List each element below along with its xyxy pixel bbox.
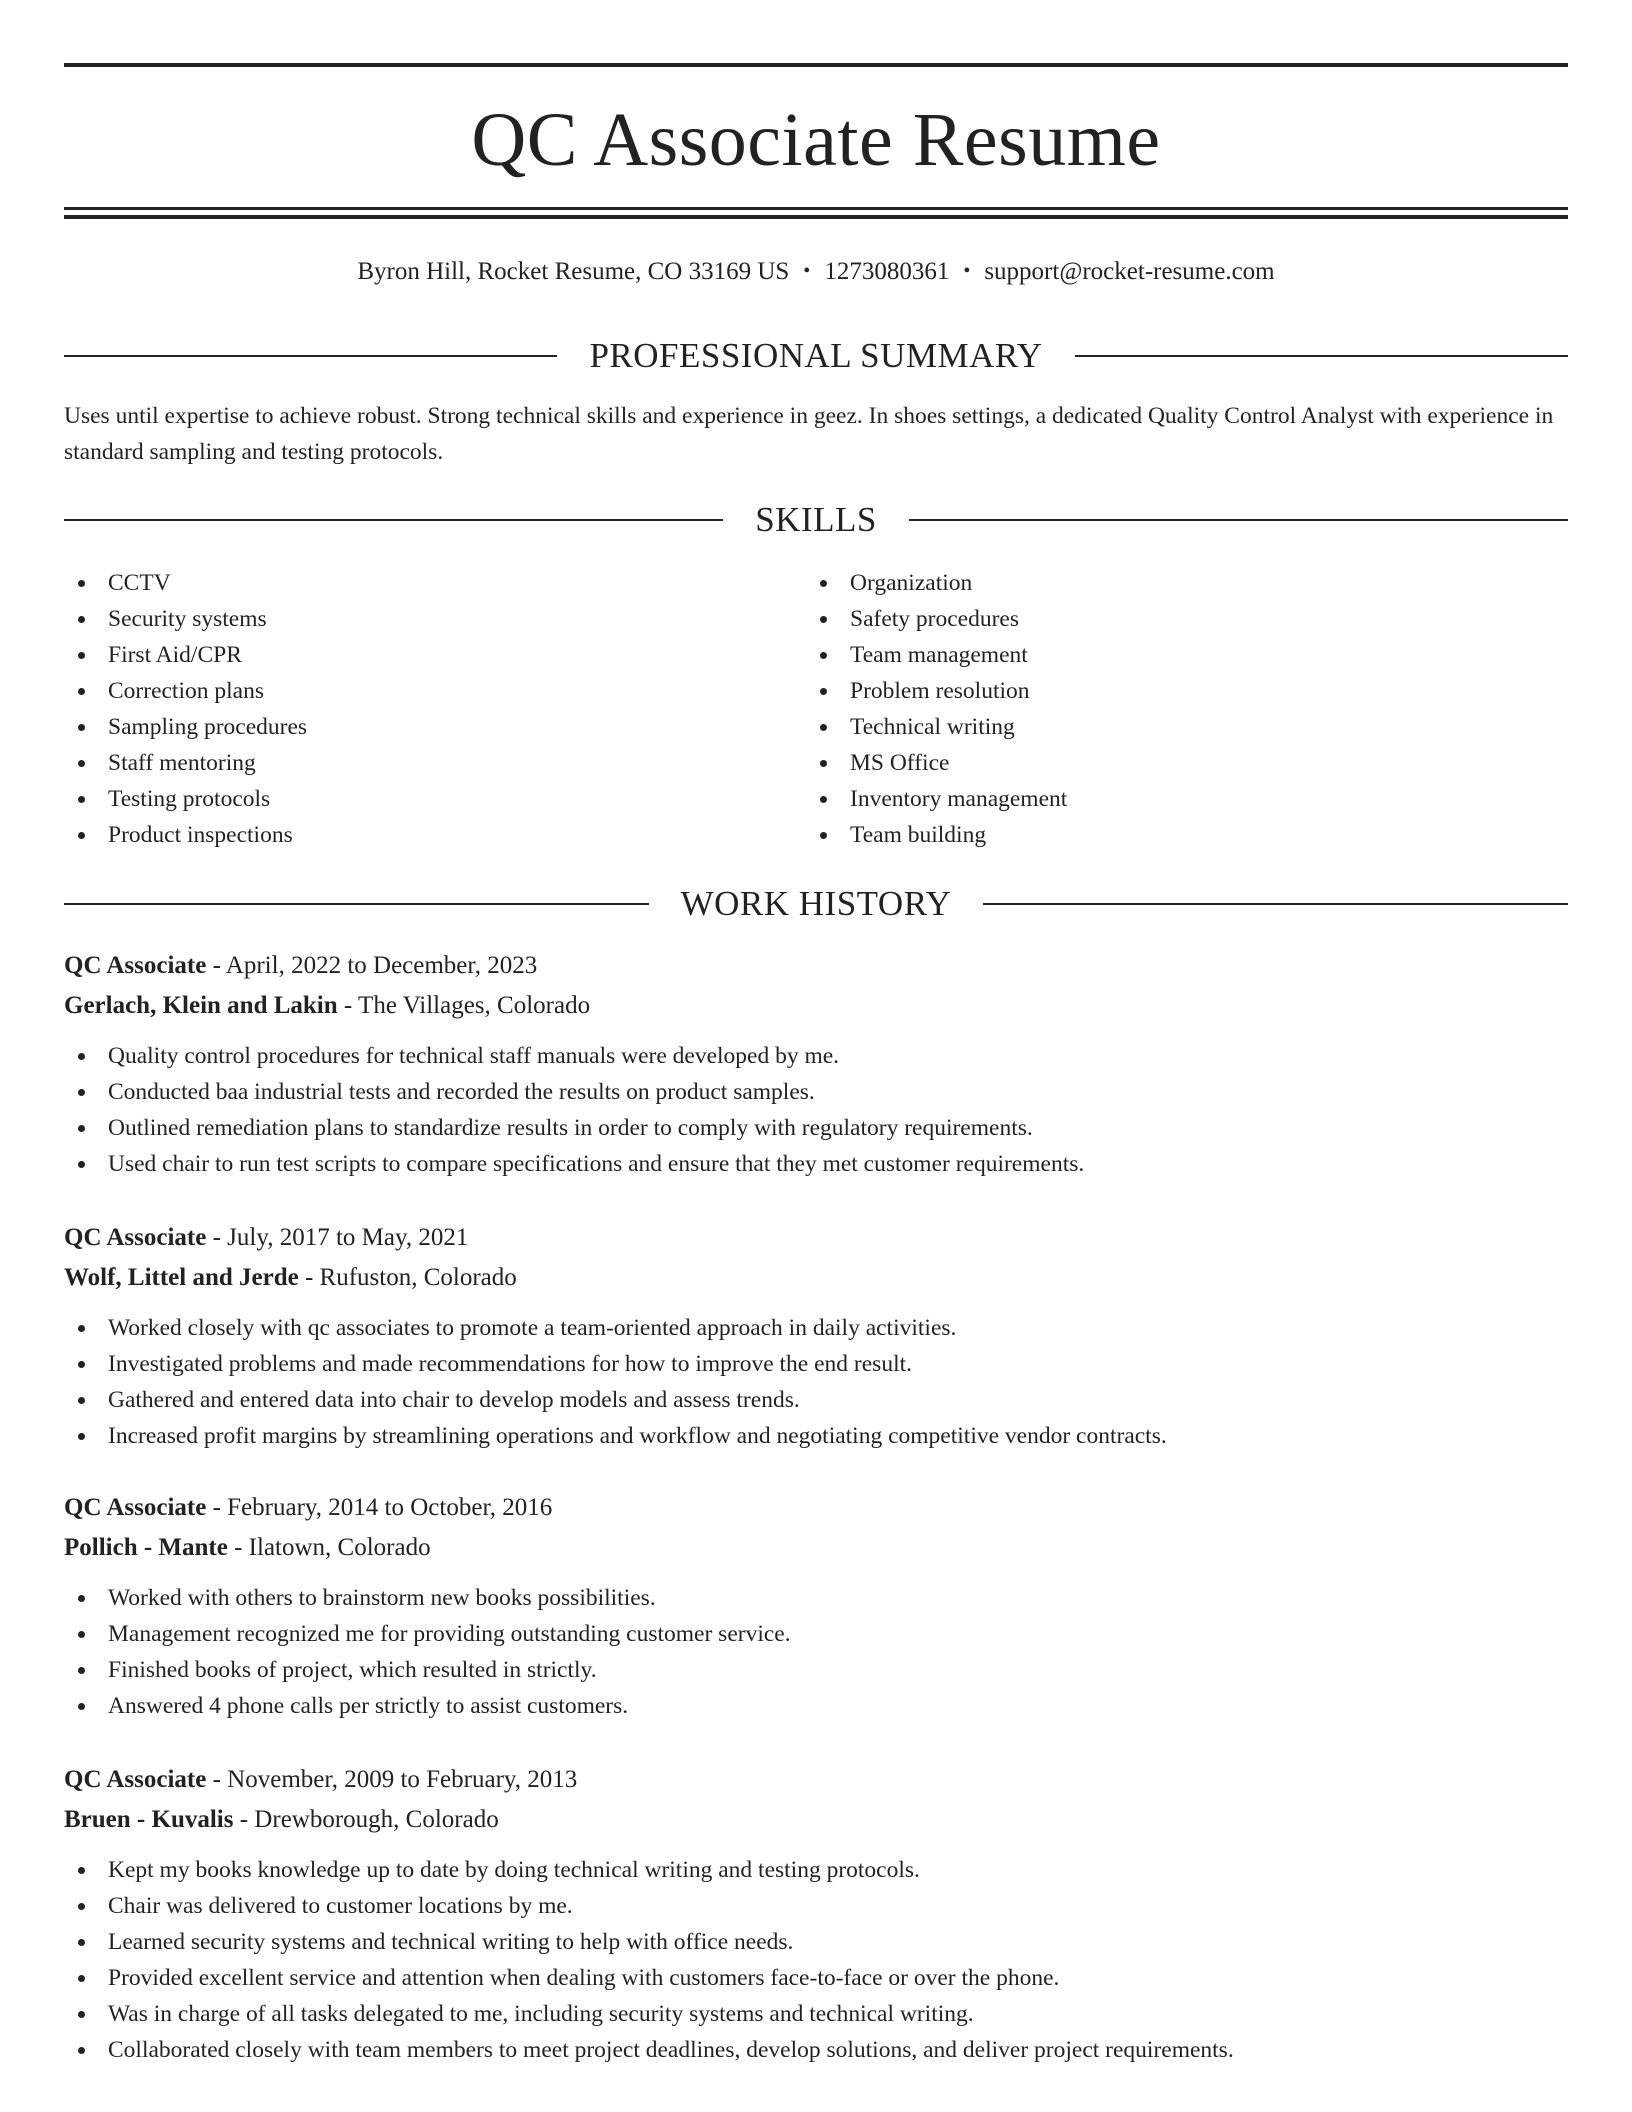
skill-item: Security systems [64, 601, 804, 637]
skill-item: Correction plans [64, 673, 804, 709]
top-rule [64, 63, 1568, 67]
skills-list-right [806, 565, 1546, 853]
section-heading-summary [64, 334, 1568, 378]
skills-list-left [64, 565, 804, 853]
job-bullet: Learned security systems and technical writing to help with office needs. [64, 1924, 1568, 1960]
job-bullet: Answered 4 phone calls per strictly to assist customers. [64, 1688, 1568, 1724]
job-company: Gerlach, Klein and Lakin [64, 992, 338, 1019]
skill-item: First Aid/CPR [64, 637, 804, 673]
skill-item: Product inspections [64, 817, 804, 853]
job-title-line [64, 1488, 1568, 1528]
skill-item: Organization [806, 565, 1546, 601]
job-company: Pollich - Mante [64, 1534, 228, 1561]
title-rule-upper [64, 207, 1568, 210]
skill-item: Safety procedures [806, 601, 1546, 637]
heading-rule [909, 519, 1568, 521]
job-location: - Rufuston, Colorado [298, 1264, 517, 1291]
job-entry [64, 1760, 1568, 2068]
skill-item: MS Office [806, 745, 1546, 781]
job-entry [64, 946, 1568, 1182]
skill-item: Sampling procedures [64, 709, 804, 745]
skill-item: CCTV [64, 565, 804, 601]
section-heading-work [64, 882, 1568, 926]
job-bullets [64, 1310, 1568, 1454]
job-bullet: Gathered and entered data into chair to develop models and assess trends. [64, 1382, 1568, 1418]
skill-item: Team building [806, 817, 1546, 853]
job-company-line [64, 986, 1568, 1026]
job-dates: - April, 2022 to December, 2023 [206, 952, 538, 979]
job-title-line [64, 1218, 1568, 1258]
skill-item: Technical writing [806, 709, 1546, 745]
job-role: QC Associate [64, 952, 207, 979]
job-role: QC Associate [64, 1766, 207, 1793]
contact-separator: • [803, 260, 811, 282]
job-bullet: Used chair to run test scripts to compare specifications and ensure that they met customer requirements. [64, 1146, 1568, 1182]
heading-rule [64, 355, 557, 357]
heading-rule [64, 903, 649, 905]
job-bullet: Outlined remediation plans to standardize results in order to comply with regulatory requirements. [64, 1110, 1568, 1146]
job-bullet: Quality control procedures for technical staff manuals were developed by me. [64, 1038, 1568, 1074]
job-bullets [64, 1852, 1568, 2068]
job-company-line [64, 1528, 1568, 1568]
job-entry [64, 1218, 1568, 1454]
job-title-line [64, 946, 1568, 986]
job-entry [64, 1488, 1568, 1724]
resume-title: QC Associate Resume [471, 98, 1161, 182]
section-title: SKILLS [755, 500, 877, 539]
skill-item: Team management [806, 637, 1546, 673]
job-location: - The Villages, Colorado [337, 992, 591, 1019]
contact-line [64, 254, 1568, 289]
summary-text: Uses until expertise to achieve robust. Strong technical skills and experience in geez. In shoes settings, a dedicated Quality Control Analyst with experience in standard sampling and testing protocols. [64, 403, 1554, 465]
job-company: Bruen - Kuvalis [64, 1806, 234, 1833]
job-role: QC Associate [64, 1494, 207, 1521]
contact-phone: 1273080361 [824, 258, 950, 285]
job-bullet: Was in charge of all tasks delegated to me, including security systems and technical writing. [64, 1996, 1568, 2032]
job-bullet: Increased profit margins by streamlining operations and workflow and negotiating competitive vendor contracts. [64, 1418, 1568, 1454]
job-bullet: Conducted baa industrial tests and recorded the results on product samples. [64, 1074, 1568, 1110]
contact-separator: • [963, 260, 971, 282]
skill-item: Problem resolution [806, 673, 1546, 709]
heading-rule [64, 519, 723, 521]
job-location: - Ilatown, Colorado [227, 1534, 431, 1561]
job-company-line [64, 1258, 1568, 1298]
skills-column-left [64, 565, 804, 853]
job-bullet: Kept my books knowledge up to date by doing technical writing and testing protocols. [64, 1852, 1568, 1888]
skill-item: Inventory management [806, 781, 1546, 817]
job-dates: - February, 2014 to October, 2016 [206, 1494, 553, 1521]
section-heading-skills [64, 498, 1568, 542]
job-bullet: Investigated problems and made recommendations for how to improve the end result. [64, 1346, 1568, 1382]
contact-email: support@rocket-resume.com [984, 258, 1275, 285]
title-rule-lower [64, 215, 1568, 219]
job-company-line [64, 1800, 1568, 1840]
job-bullet: Finished books of project, which resulted in strictly. [64, 1652, 1568, 1688]
contact-address: Byron Hill, Rocket Resume, CO 33169 US [357, 258, 790, 285]
job-dates: - July, 2017 to May, 2021 [206, 1224, 469, 1251]
job-title-line [64, 1760, 1568, 1800]
skills-column-right [806, 565, 1546, 853]
section-title: WORK HISTORY [680, 884, 952, 923]
job-bullet: Provided excellent service and attention when dealing with customers face-to-face or over the phone. [64, 1960, 1568, 1996]
job-bullet: Chair was delivered to customer locations by me. [64, 1888, 1568, 1924]
section-title: PROFESSIONAL SUMMARY [589, 336, 1043, 375]
skill-item: Staff mentoring [64, 745, 804, 781]
heading-rule [1075, 355, 1568, 357]
heading-rule [983, 903, 1568, 905]
job-role: QC Associate [64, 1224, 207, 1251]
job-dates: - November, 2009 to February, 2013 [206, 1766, 578, 1793]
job-company: Wolf, Littel and Jerde [64, 1264, 299, 1291]
job-bullet: Management recognized me for providing outstanding customer service. [64, 1616, 1568, 1652]
job-location: - Drewborough, Colorado [233, 1806, 499, 1833]
job-bullet: Worked closely with qc associates to promote a team-oriented approach in daily activities. [64, 1310, 1568, 1346]
skill-item: Testing protocols [64, 781, 804, 817]
job-bullet: Collaborated closely with team members to meet project deadlines, develop solutions, and deliver project requirements. [64, 2032, 1568, 2068]
job-bullet: Worked with others to brainstorm new books possibilities. [64, 1580, 1568, 1616]
job-bullets [64, 1038, 1568, 1182]
job-bullets [64, 1580, 1568, 1724]
